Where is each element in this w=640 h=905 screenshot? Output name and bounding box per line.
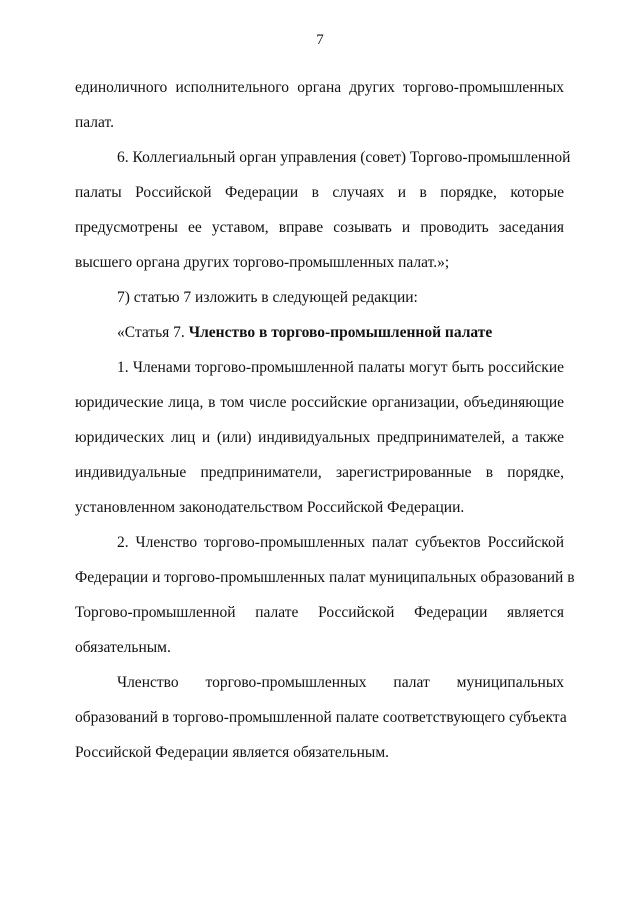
text-line: Федерации и торгово-промышленных палат муниципальных образований в: [75, 569, 575, 586]
text-line: Торгово-промышленной палате Российской Федерации является: [75, 604, 564, 621]
text-line: высшего органа других торгово-промышленных палат.»;: [75, 254, 450, 271]
text-line: Российской Федерации является обязательным.: [75, 744, 390, 761]
article-heading-line: [75, 315, 564, 350]
text-line: палаты Российской Федерации в случаях и в порядке, которые: [75, 184, 564, 201]
clause-2: [75, 525, 575, 665]
text-line: юридические лица, в том числе российские организации, объединяющие: [75, 394, 564, 411]
text-line: установленном законодательством Российской Федерации.: [75, 499, 465, 516]
text-line: юридических лиц и (или) индивидуальных предпринимателей, а также: [75, 429, 564, 446]
text-line: единоличного исполнительного органа других торгово-промышленных: [75, 79, 564, 96]
text-line: 7) статью 7 изложить в следующей редакции:: [117, 289, 418, 306]
paragraph-continuation: [75, 70, 564, 140]
clause-2-continuation: [75, 665, 567, 770]
page-number: 7: [316, 32, 324, 48]
text-line: палат.: [75, 114, 115, 131]
article-title: Членство в торгово-промышленной палате: [188, 324, 493, 341]
text-line: 1. Членами торгово-промышленной палаты могут быть российские: [117, 359, 564, 376]
paragraph-7: [75, 280, 564, 315]
text-line: 6. Коллегиальный орган управления (совет) Торгово-промышленной: [117, 149, 571, 166]
paragraph-6: [75, 140, 571, 280]
text-line: образований в торгово-промышленной палате соответствующего субъекта: [75, 709, 567, 726]
article-heading: [75, 315, 564, 350]
document-body: [75, 70, 575, 770]
text-line: обязательным.: [75, 639, 171, 656]
article-number: «Статья 7.: [117, 324, 189, 341]
text-line: предусмотрены ее уставом, вправе созывать и проводить заседания: [75, 219, 564, 236]
text-line: индивидуальные предприниматели, зарегистрированные в порядке,: [75, 464, 564, 481]
text-line: Членство торгово-промышленных палат муниципальных: [117, 674, 564, 691]
clause-1: [75, 350, 564, 525]
text-line: 2. Членство торгово-промышленных палат субъектов Российской: [117, 534, 564, 551]
